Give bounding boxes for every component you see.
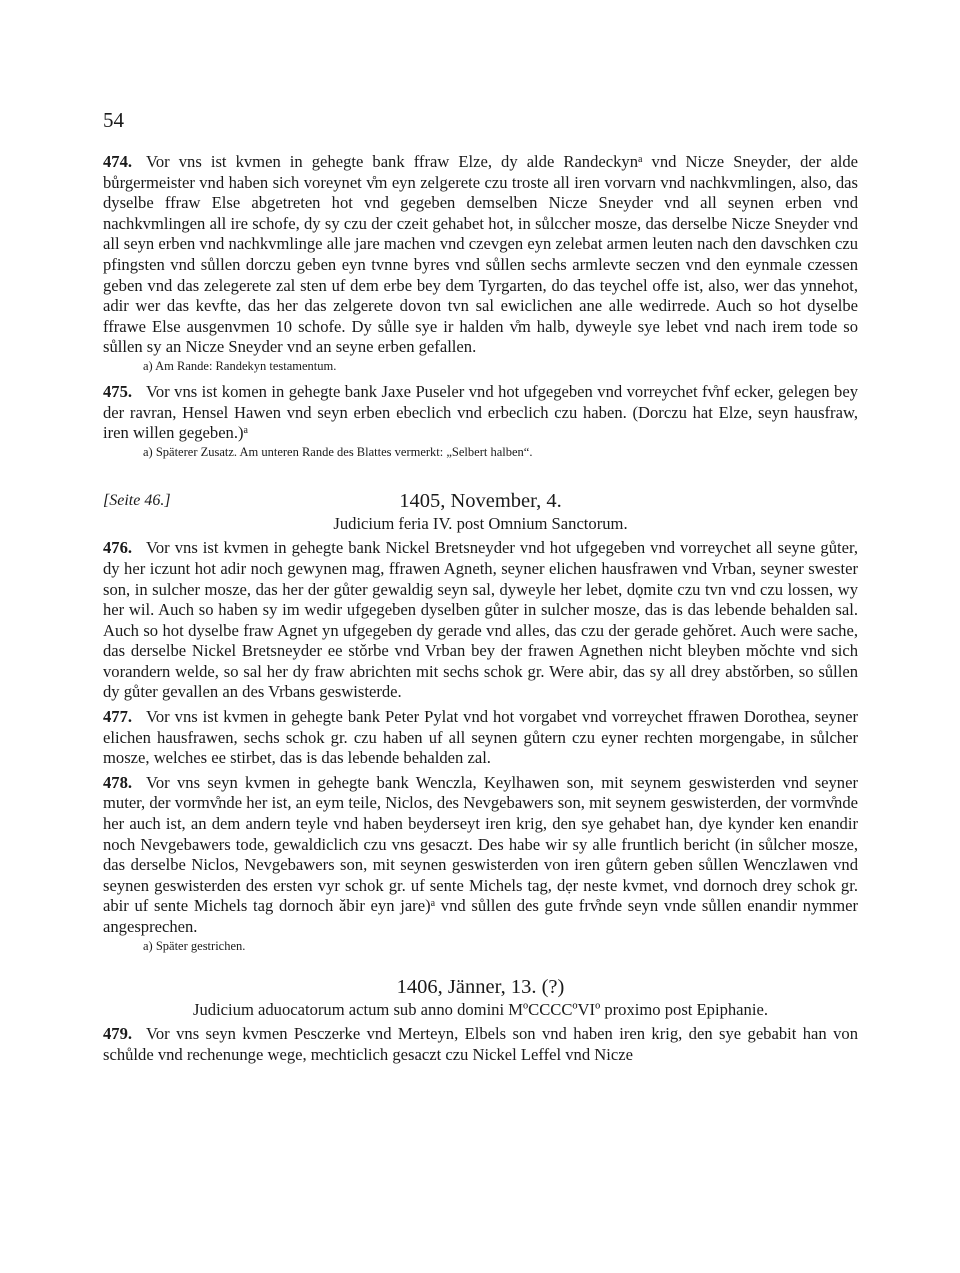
entry-474 <box>103 152 858 358</box>
footnote-marker: a <box>243 425 248 437</box>
entry-number: 477. <box>103 707 133 727</box>
court-session-subheading: Judicium aduocatorum actum sub anno domini MºCCCCºVIº proximo post Epiphanie. <box>193 999 768 1019</box>
date-section-1405 <box>103 488 858 535</box>
entry-475 <box>103 382 858 444</box>
date-section-1406 <box>103 974 858 1021</box>
page-number: 54 <box>103 108 124 132</box>
date-heading: 1406, Jänner, 13. (?) <box>396 975 565 998</box>
entry-text-continued: vnd Nicze Sneyder, der alde bůrgermeister vnd haben sich voreynet v̊m eyn zelgerete czu troste all iren vorvarn vnd nachkvmlingen, also, das dyselbe ffraw Else abgetreten hot vnd gegeben demselben Nicze Sneyder vnd all seynen erben vnd nachkvmlingen all ire schofe, dy sy czu der czeit gehabet hot, in sůlccher mosze, das derselbe Nicze Sneyder vnd all seyn erben vnd nachkvmlinge alle jare machen vnd czevgen eyn zelebat armen leuten nach den davschken czu pfingsten vnd sůllen dorczu geben eyn tvnne byres vnd sůllen sechs armlevte seczen vnd den eynmale czessen geben vnd das zelegerete zal sten uf dem erbe bey dem Tyrgarten, do das teychel offe ist, also, wer das ynnehot, adir wer das kevfte, das her das zelgerete dovon tvn sal ewiclichen ane alle wedirrede. Auch so hot dyselbe ffrawe Else ausgenvmen 10 schofe. Dy sůlle sye ir halden v̊m halb, dyweyle sye lebet vnd nach irem tode so sůllen sy an Nicze Sneyder vnd an seyne erben gefallen. <box>103 152 858 357</box>
entry-number: 479. <box>103 1024 133 1044</box>
court-session-subheading: Judicium feria IV. post Omnium Sanctorum. <box>333 513 628 533</box>
entry-text: Vor vns ist kvmen in gehegte bank Peter Pylat vnd hot vorgabet vnd vorreychet ffrawen Dorothea, seyner elichen hausfrawen, sechs schok gr. czu haben uf all seynen gůtern czu eyner rechten morgengabe, in sůlcher mosze, welches ee stirbet, das is das lebende behalden zal. <box>103 707 858 768</box>
footnote: a) Später gestrichen. <box>143 938 246 953</box>
entry-479 <box>103 1024 858 1065</box>
entry-number: 475. <box>103 381 133 401</box>
entry-text: Vor vns seyn kvmen Pesczerke vnd Merteyn, Elbels son vnd haben iren krig, den sye gebabit han von schůlde vnd rechenunge wege, mechticlich gesaczt czu Nickel Leffel vnd Nicze <box>103 1024 858 1064</box>
footnote-marker: a <box>430 898 436 910</box>
entry-478 <box>103 773 858 938</box>
entry-number: 476. <box>103 538 133 558</box>
date-heading: 1405, November, 4. <box>399 489 562 512</box>
footnote: a) Am Rande: Randekyn testamentum. <box>143 358 337 373</box>
entry-text: Vor vns seyn kvmen in gehegte bank Wenczla, Keylhawen son, mit seynem geswisterden vnd seyner muter, der vormv̊nde her ist, an eym teile, Niclos, des Nevgebawers son, mit seynem geswisterden, der vormv̊nde her auch ist, an dem andern teyle vnd haben beyderseyt iren krig, den sye gehabet han, dye kynder ken enandir noch Nevgebawers tode, gewaldiclich czu vns gesaczt. Des habe wir sy alle fruntlich bericht (in sůlcher mosze, das derselbe Niclos, Nevgebawers son, mit seynen geswisterden von iren gůtern geben sůllen Wenczlawen vnd seynen geswisterden des ersten vyr schok gr. uf sente Michels tag, dẹr neste kvmet, vnd dornoch drey schok gr. abir uf sente Michels tag dornoch ǎbir eyn jare) <box>103 772 858 916</box>
page-reference: [Seite 46.] <box>103 491 171 509</box>
entry-text-continued: vnd sůllen des gute frv̊nde seyn vnde sůllen enandir nymmer angesprechen. <box>103 896 858 936</box>
entry-text: Vor vns ist kvmen in gehegte bank Nickel Bretsneyder vnd hot ufgegeben vnd vorreychet all seyne gůter, dy her iczunt hot adir noch gewynen mag, ffrawen Agneth, seyner elichen hausfrawen vnd Vrban, seyner swester son, in sulcher mosze, das her der gůter gewaldig seyn sal, dyweyle her lebet, dǫmite czu tvn vnd czu lossen, wy her wil. Auch so haben sy im wedir ufgegeben dyselben gůter in sulcher mosze, das is das lebende behalden sal. Auch so hot dyselbe fraw Agnet yn ufgegeben dy gerade vnd alles, das czu der gerade gehǒret. Auch were sache, das derselbe Nickel Bretsneyder ee stǒrbe vnd Vrban bey der frawen Agnethen nicht bleyben mǒchte vnd sich vorandern welde, so sal her dy fraw abrichten mit sechs schok gr. Were abir, das sy all drey abstǒrben, so sůllen dy gůter gevallen an des Vrbans geswisterde. <box>103 538 858 702</box>
entry-476 <box>103 538 858 703</box>
entry-number: 474. <box>103 152 133 171</box>
footnote-marker: a <box>638 154 643 165</box>
entry-number: 478. <box>103 772 133 792</box>
entry-477 <box>103 707 858 769</box>
entry-text: Vor vns ist kvmen in gehegte bank ffraw Elze, dy alde Randeckyn <box>146 152 639 171</box>
document-page <box>103 108 858 1065</box>
entry-text: Vor vns ist komen in gehegte bank Jaxe Puseler vnd hot ufgegeben vnd vorreychet fv̊nf ecker, gelegen bey der ravran, Hensel Hawen vnd seyn erben ebeclich vnd erbeclich czu haben. (Dorczu hat Elze, seyn hausfraw, iren willen gegeben.) <box>103 381 858 443</box>
footnote: a) Späterer Zusatz. Am unteren Rande des Blattes vermerkt: „Selbert halben“. <box>143 444 533 459</box>
